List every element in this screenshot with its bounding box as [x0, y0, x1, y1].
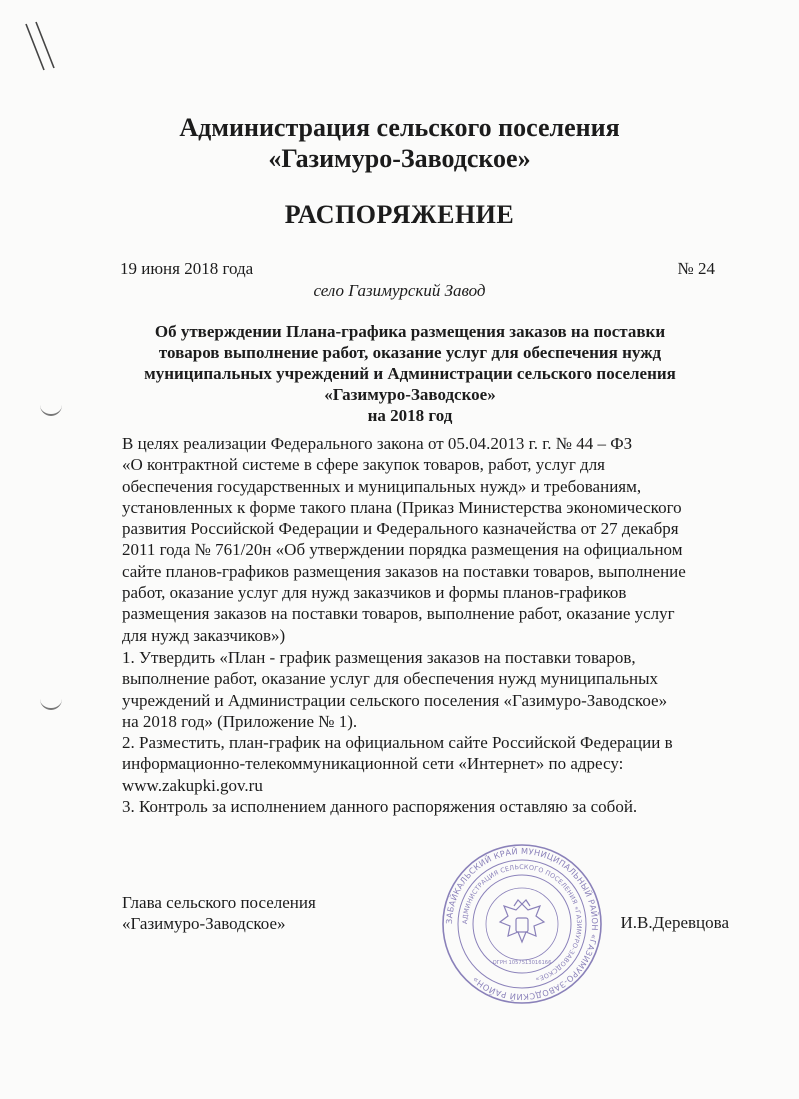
document-date: 19 июня 2018 года — [120, 259, 254, 278]
signatory-name: И.В.Деревцова — [620, 913, 729, 932]
order-item: 2. Разместить, план-график на официальном сайте Российской Федерации в информационно-телекоммуникационной сети «Интернет» по адресу: www.zakupki.gov.ru — [122, 733, 673, 795]
punch-hole-mark — [40, 404, 62, 416]
seal-inner-text: АДМИНИСТРАЦИЯ СЕЛЬСКОГО ПОСЕЛЕНИЯ «ГАЗИМУРО-ЗАВОДСКОЕ» — [460, 862, 584, 984]
preamble-paragraph: В целях реализации Федерального закона от 05.04.2013 г. г. № 44 – ФЗ «О контрактной системе в сфере закупок товаров, работ, услуг для обеспечения государственных и муниципальных нужд» и требованиям, установленных к форме такого плана (Приказ Министерства экономического развития Российской Федерации и Федерального казначейства от 27 декабря 2011 года № 761/20н «Об утверждении порядка размещения на официальном сайте планов-графиков размещения заказов на поставки товаров, выполнение работ, оказание услуг для нужд заказчиков и формы планов-графиков размещения заказов на поставки товаров, выполнение работ, оказание услуг для нужд заказчиков») — [122, 434, 686, 645]
seal-ogrn: ОГРН 1057513016166 — [492, 960, 552, 966]
signatory-position: Глава сельского поселения «Газимуро-Заводское» — [122, 893, 316, 933]
official-seal — [440, 842, 604, 1006]
seal-outer-text: ЗАБАЙКАЛЬСКИЙ КРАЙ МУНИЦИПАЛЬНЫЙ РАЙОН «ГАЗИМУРО-ЗАВОДСКИЙ РАЙОН» — [443, 845, 601, 1003]
admin-title: Администрация сельского поселения «Газимуро-Заводское» — [179, 113, 620, 173]
document-number: № 24 — [677, 259, 715, 278]
document-type-heading: РАСПОРЯЖЕНИЕ — [284, 200, 515, 229]
document-place: село Газимурский Завод — [313, 281, 486, 300]
punch-hole-mark — [40, 698, 62, 710]
document-subject: Об утверждении Плана-графика размещения заказов на поставки товаров выполнение работ, оказание услуг для обеспечения нужд муниципальных учреждений и Администрации сельского поселения «Газимуро-Заводское» на 2018 год — [144, 322, 676, 425]
coat-of-arms-icon — [500, 900, 544, 942]
order-item: 1. Утвердить «План - график размещения заказов на поставки товаров, выполнение работ, оказание услуг для обеспечения нужд муниципальных учреждений и Администрации сельского поселения «Газимуро-Заводское» на 2018 год» (Приложение № 1). — [122, 648, 668, 731]
scan-marks — [22, 18, 62, 78]
order-item: 3. Контроль за исполнением данного распоряжения оставляю за собой. — [122, 797, 638, 817]
order-items — [122, 647, 742, 817]
